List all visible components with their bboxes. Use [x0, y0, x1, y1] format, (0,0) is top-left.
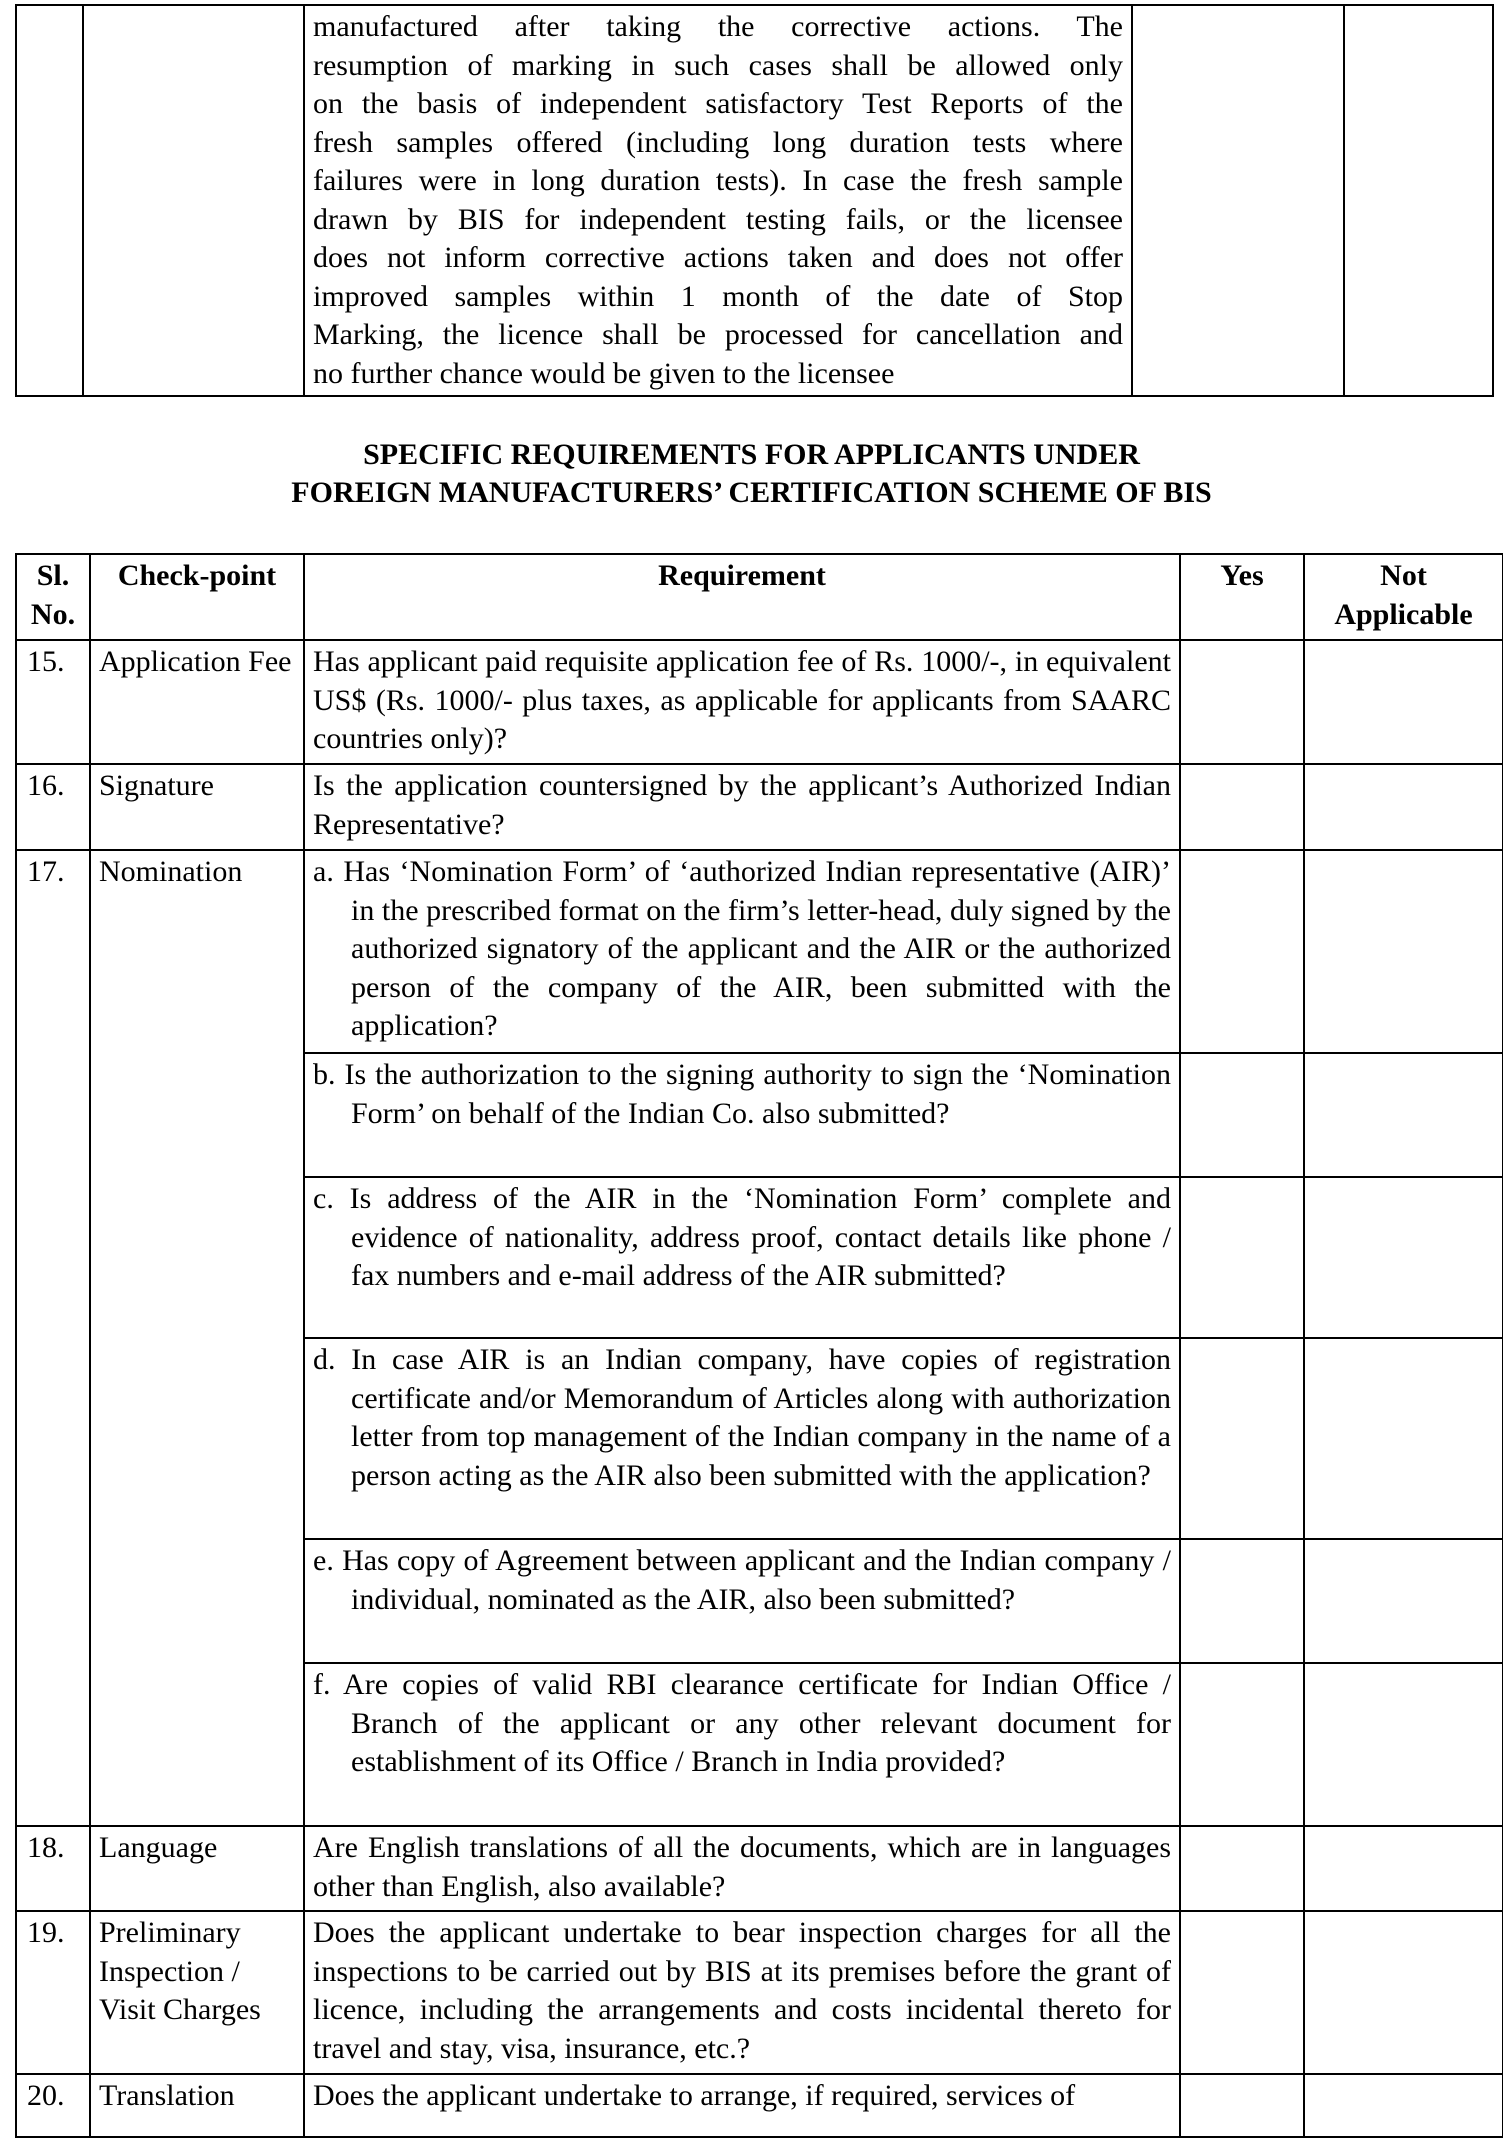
continuation-requirement-cell — [304, 5, 1132, 396]
continuation-line: drawn by BIS for independent testing fails, or the licensee — [313, 202, 1123, 236]
table-row — [16, 764, 1503, 850]
continuation-yes-cell[interactable] — [1132, 5, 1344, 396]
continuation-table — [15, 4, 1494, 397]
header-requirement: Requirement — [304, 554, 1180, 640]
row-yes-cell[interactable] — [1180, 2074, 1304, 2137]
row-sl: 15. — [16, 640, 90, 764]
row-na-cell[interactable] — [1304, 1826, 1503, 1911]
section-heading — [0, 436, 1503, 512]
table-row — [16, 1826, 1503, 1911]
continuation-line: resumption of marking in such cases shall be allowed only — [313, 48, 1123, 82]
header-yes: Yes — [1180, 554, 1304, 640]
continuation-line: fresh samples offered (including long duration tests where — [313, 125, 1123, 159]
row-na-cell[interactable] — [1304, 850, 1503, 1053]
table-row — [16, 640, 1503, 764]
row-na-cell[interactable] — [1304, 1911, 1503, 2074]
table-row — [16, 2074, 1503, 2137]
row-checkpoint: Application Fee — [90, 640, 304, 764]
row-checkpoint: Signature — [90, 764, 304, 850]
row-na-cell[interactable] — [1304, 1053, 1503, 1177]
continuation-line: no further chance would be given to the licensee — [313, 356, 895, 390]
continuation-line: improved samples within 1 month of the date of Stop — [313, 279, 1123, 313]
continuation-line: manufactured after taking the corrective actions. The — [313, 10, 1123, 43]
row-yes-cell[interactable] — [1180, 764, 1304, 850]
row-sl: 19. — [16, 1911, 90, 2074]
row-checkpoint: Translation — [90, 2074, 304, 2137]
row-requirement-sub: a. Has ‘Nomination Form’ of ‘authorized Indian representative (AIR)’ in the prescribed format on the firm’s letter-head, duly signed by the authorized signatory of the applicant and the AIR or the authorized person of the company of the AIR, been submitted with the application? — [304, 850, 1180, 1053]
row-yes-cell[interactable] — [1180, 640, 1304, 764]
row-requirement: Does the applicant undertake to arrange, if required, services of — [304, 2074, 1180, 2137]
section-heading-line2: FOREIGN MANUFACTURERS’ CERTIFICATION SCHEME OF BIS — [291, 476, 1212, 509]
header-not-applicable: Not Applicable — [1304, 554, 1503, 640]
row-requirement: Are English translations of all the documents, which are in languages other than English, also available? — [304, 1826, 1180, 1911]
header-sl-no: Sl. No. — [16, 554, 90, 640]
row-checkpoint: Nomination — [90, 850, 304, 1826]
row-requirement-sub: b. Is the authorization to the signing authority to sign the ‘Nomination Form’ on behalf of the Indian Co. also submitted? — [304, 1053, 1180, 1177]
row-sl: 18. — [16, 1826, 90, 1911]
row-checkpoint: Preliminary Inspection / Visit Charges — [90, 1911, 304, 2074]
row-yes-cell[interactable] — [1180, 850, 1304, 1053]
row-yes-cell[interactable] — [1180, 1053, 1304, 1177]
row-requirement-sub: f. Are copies of valid RBI clearance certificate for Indian Office / Branch of the applicant or any other relevant document for establishment of its Office / Branch in India provided? — [304, 1663, 1180, 1826]
row-sl: 17. — [16, 850, 90, 1826]
row-yes-cell[interactable] — [1180, 1663, 1304, 1826]
row-requirement-sub: c. Is address of the AIR in the ‘Nomination Form’ complete and evidence of nationality, address proof, contact details like phone / fax numbers and e-mail address of the AIR submitted? — [304, 1177, 1180, 1338]
continuation-line: Marking, the licence shall be processed for cancellation and — [313, 318, 1123, 351]
section-heading-line1: SPECIFIC REQUIREMENTS FOR APPLICANTS UNDER — [363, 438, 1140, 471]
row-requirement: Does the applicant undertake to bear inspection charges for all the inspections to be carried out by BIS at its premises before the grant of licence, including the arrangements and costs incidental thereto for travel and stay, visa, insurance, etc.? — [304, 1911, 1180, 2074]
row-na-cell[interactable] — [1304, 1539, 1503, 1663]
row-yes-cell[interactable] — [1180, 1826, 1304, 1911]
row-requirement: Has applicant paid requisite application fee of Rs. 1000/-, in equivalent US$ (Rs. 1000/- plus taxes, as applicable for applicants from SAARC countries only)? — [304, 640, 1180, 764]
row-requirement-sub: e. Has copy of Agreement between applicant and the Indian company / individual, nominated as the AIR, also been submitted? — [304, 1539, 1180, 1663]
requirements-table — [15, 553, 1503, 2138]
row-yes-cell[interactable] — [1180, 1177, 1304, 1338]
continuation-na-cell[interactable] — [1344, 5, 1493, 396]
row-yes-cell[interactable] — [1180, 1911, 1304, 2074]
table-row — [16, 1911, 1503, 2074]
row-yes-cell[interactable] — [1180, 1539, 1304, 1663]
row-na-cell[interactable] — [1304, 640, 1503, 764]
row-na-cell[interactable] — [1304, 1177, 1503, 1338]
row-yes-cell[interactable] — [1180, 1338, 1304, 1539]
row-requirement: Is the application countersigned by the applicant’s Authorized Indian Representative? — [304, 764, 1180, 850]
row-sl: 20. — [16, 2074, 90, 2137]
row-requirement-sub: d. In case AIR is an Indian company, have copies of registration certificate and/or Memorandum of Articles along with authorization letter from top management of the Indian company in the name of a person acting as the AIR also been submitted with the application? — [304, 1338, 1180, 1539]
row-checkpoint: Language — [90, 1826, 304, 1911]
row-na-cell[interactable] — [1304, 2074, 1503, 2137]
continuation-line: failures were in long duration tests). In case the fresh sample — [313, 164, 1123, 197]
header-checkpoint: Check-point — [90, 554, 304, 640]
continuation-line: does not inform corrective actions taken and does not offer — [313, 241, 1123, 274]
row-na-cell[interactable] — [1304, 764, 1503, 850]
row-sl: 16. — [16, 764, 90, 850]
continuation-sl-cell — [16, 5, 83, 396]
continuation-line: on the basis of independent satisfactory Test Reports of the — [313, 87, 1123, 120]
table-row — [16, 850, 1503, 1053]
row-na-cell[interactable] — [1304, 1663, 1503, 1826]
row-na-cell[interactable] — [1304, 1338, 1503, 1539]
continuation-checkpoint-cell — [83, 5, 304, 396]
table-header-row — [16, 554, 1503, 640]
